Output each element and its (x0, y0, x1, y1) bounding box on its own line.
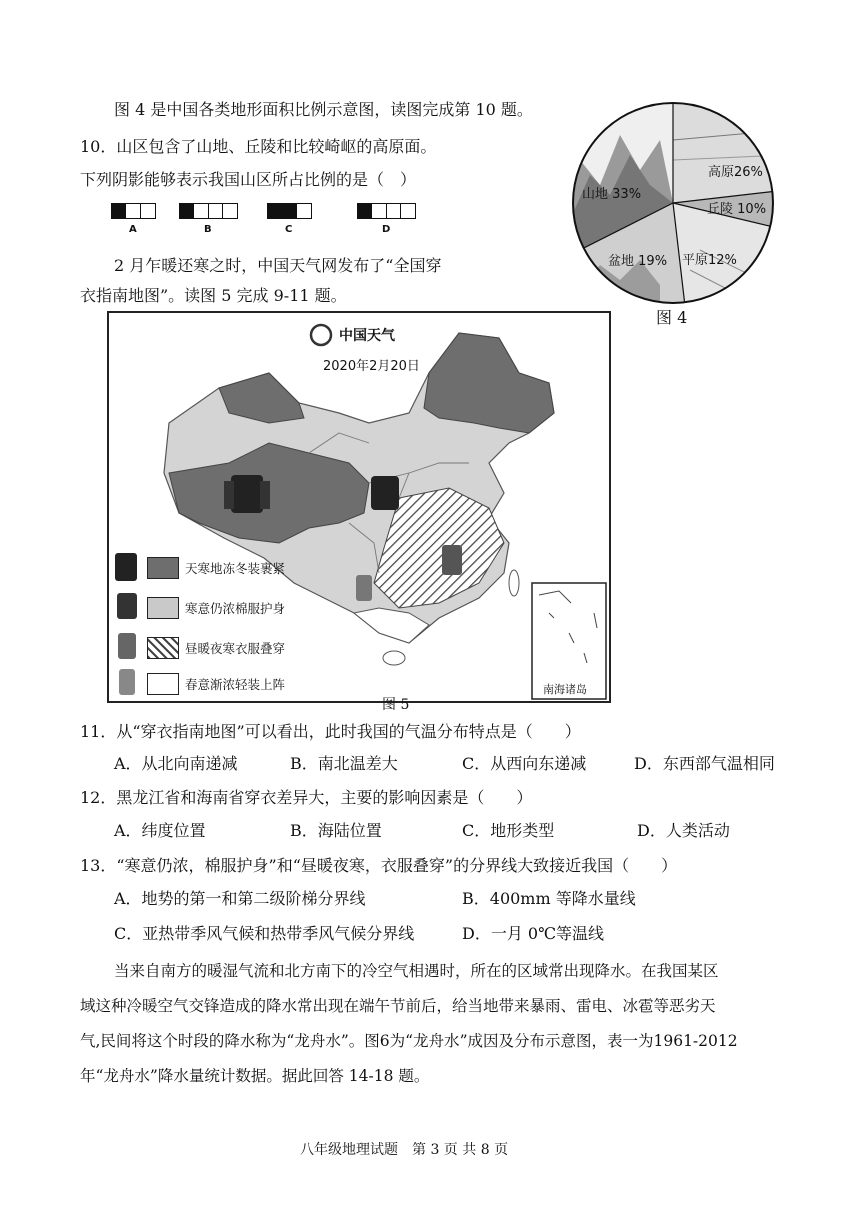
fig4-label-pendi: 盆地 19% (608, 254, 668, 269)
layered-clothes-icon (442, 545, 462, 575)
q10-option-a-label: A (129, 224, 137, 235)
bar-cell (222, 203, 238, 219)
q10-option-d-bar (358, 203, 416, 219)
fig4-caption: 图 4 (656, 308, 688, 327)
legend-label-2: 昼暖夜寒衣服叠穿 (185, 641, 286, 656)
q10-stem-line1: 10．山区包含了山地、丘陵和比较崎岖的高原面。 (80, 137, 437, 156)
legend-label-1: 寒意仍浓棉服护身 (185, 601, 286, 616)
q13-option-c: C．亚热带季风气候和热带季风气候分界线 (114, 924, 415, 943)
q10-stem-line2: 下列阴影能够表示我国山区所占比例的是（ ） (80, 170, 417, 189)
bar-cell (400, 203, 416, 219)
q11-option-a: A．从北向南递减 (114, 754, 238, 773)
light-jacket-icon (356, 575, 372, 601)
legend-jacket-icon (115, 553, 137, 581)
fig5-logo-text: 中国天气 (339, 328, 395, 344)
q13-stem: 13．“寒意仍浓，棉服护身”和“昼暖夜寒，衣服叠穿”的分界线大致接近我国（ ） (80, 856, 678, 875)
legend-label-3: 春意渐浓轻装上阵 (185, 677, 286, 692)
q10-option-b-label: B (204, 224, 212, 235)
q10-option-a-bar (112, 203, 156, 219)
fig5-caption: 图 5 (382, 697, 410, 713)
fig5-date: 2020年2月20日 (323, 359, 420, 374)
legend-swatch-3 (147, 673, 179, 695)
page-footer: 八年级地理试题 第 3 页 共 8 页 (300, 1142, 509, 1158)
fig4-intro: 图 4 是中国各类地形面积比例示意图，读图完成第 10 题。 (114, 100, 533, 119)
bar-cell (140, 203, 156, 219)
legend-label-0: 天寒地冻冬装裹紧 (185, 561, 286, 576)
q12-option-a: A．纬度位置 (114, 821, 206, 840)
q10-option-d-label: D (382, 224, 391, 235)
q12-option-d: D．人类活动 (637, 821, 730, 840)
fig4-label-gaoyuan: 高原26% (708, 165, 763, 180)
q13-option-d: D．一月 0℃等温线 (462, 924, 604, 943)
fig4-label-pingyuan: 平原12% (682, 253, 737, 268)
q12-option-c: C．地形类型 (462, 821, 555, 840)
legend-swatch-2 (147, 637, 179, 659)
fig4-label-qiuling: 丘陵 10% (707, 202, 767, 217)
fig5-clothing-map (107, 311, 611, 703)
legend-coat-icon (117, 593, 137, 619)
q10-option-b-bar (180, 203, 238, 219)
q13-option-a: A．地势的第一和第二级阶梯分界线 (114, 889, 366, 908)
passage-line-4: 年“龙舟水”降水量统计数据。据此回答 14-18 题。 (80, 1067, 430, 1085)
legend-layered-icon (118, 633, 136, 659)
passage-line-3: 气,民间将这个时段的降水称为“龙舟水”。图6为“龙舟水”成因及分布示意图，表一为1961-2012 (80, 1032, 738, 1050)
weather-logo-icon (311, 325, 331, 345)
legend-swatch-1 (147, 597, 179, 619)
q11-option-c: C．从西向东递减 (462, 754, 587, 773)
coat-icon (371, 476, 399, 510)
q12-option-b: B．海陆位置 (290, 821, 382, 840)
q10-option-c-label: C (285, 224, 293, 235)
q13-option-b: B．400mm 等降水量线 (462, 889, 636, 908)
legend-light-icon (119, 669, 135, 695)
bar-cell (296, 203, 312, 219)
passage-line-1: 当来自南方的暖湿气流和北方南下的冷空气相遇时，所在的区域常出现降水。在我国某区 (114, 962, 719, 980)
fig5-intro-line2: 衣指南地图”。读图 5 完成 9-11 题。 (80, 286, 347, 305)
q12-stem: 12．黑龙江省和海南省穿衣差异大，主要的影响因素是（ ） (80, 788, 533, 807)
inset-label: 南海诸岛 (543, 683, 587, 696)
passage-line-2: 域这种冷暖空气交锋造成的降水常出现在端午节前后，给当地带来暴雨、雷电、冰雹等恶劣天 (80, 997, 716, 1015)
q11-option-b: B．南北温差大 (290, 754, 398, 773)
legend-swatch-0 (147, 557, 179, 579)
q11-option-d: D．东西部气温相同 (634, 754, 775, 773)
fig4-terrain-circle (560, 100, 786, 306)
fig4-label-shandi: 山地 33% (582, 187, 642, 202)
q11-stem: 11．从“穿衣指南地图”可以看出，此时我国的气温分布特点是（ ） (80, 722, 581, 741)
fig5-intro-line1: 2 月乍暖还寒之时，中国天气网发布了“全国穿 (114, 256, 442, 275)
q10-option-c-bar (268, 203, 312, 219)
